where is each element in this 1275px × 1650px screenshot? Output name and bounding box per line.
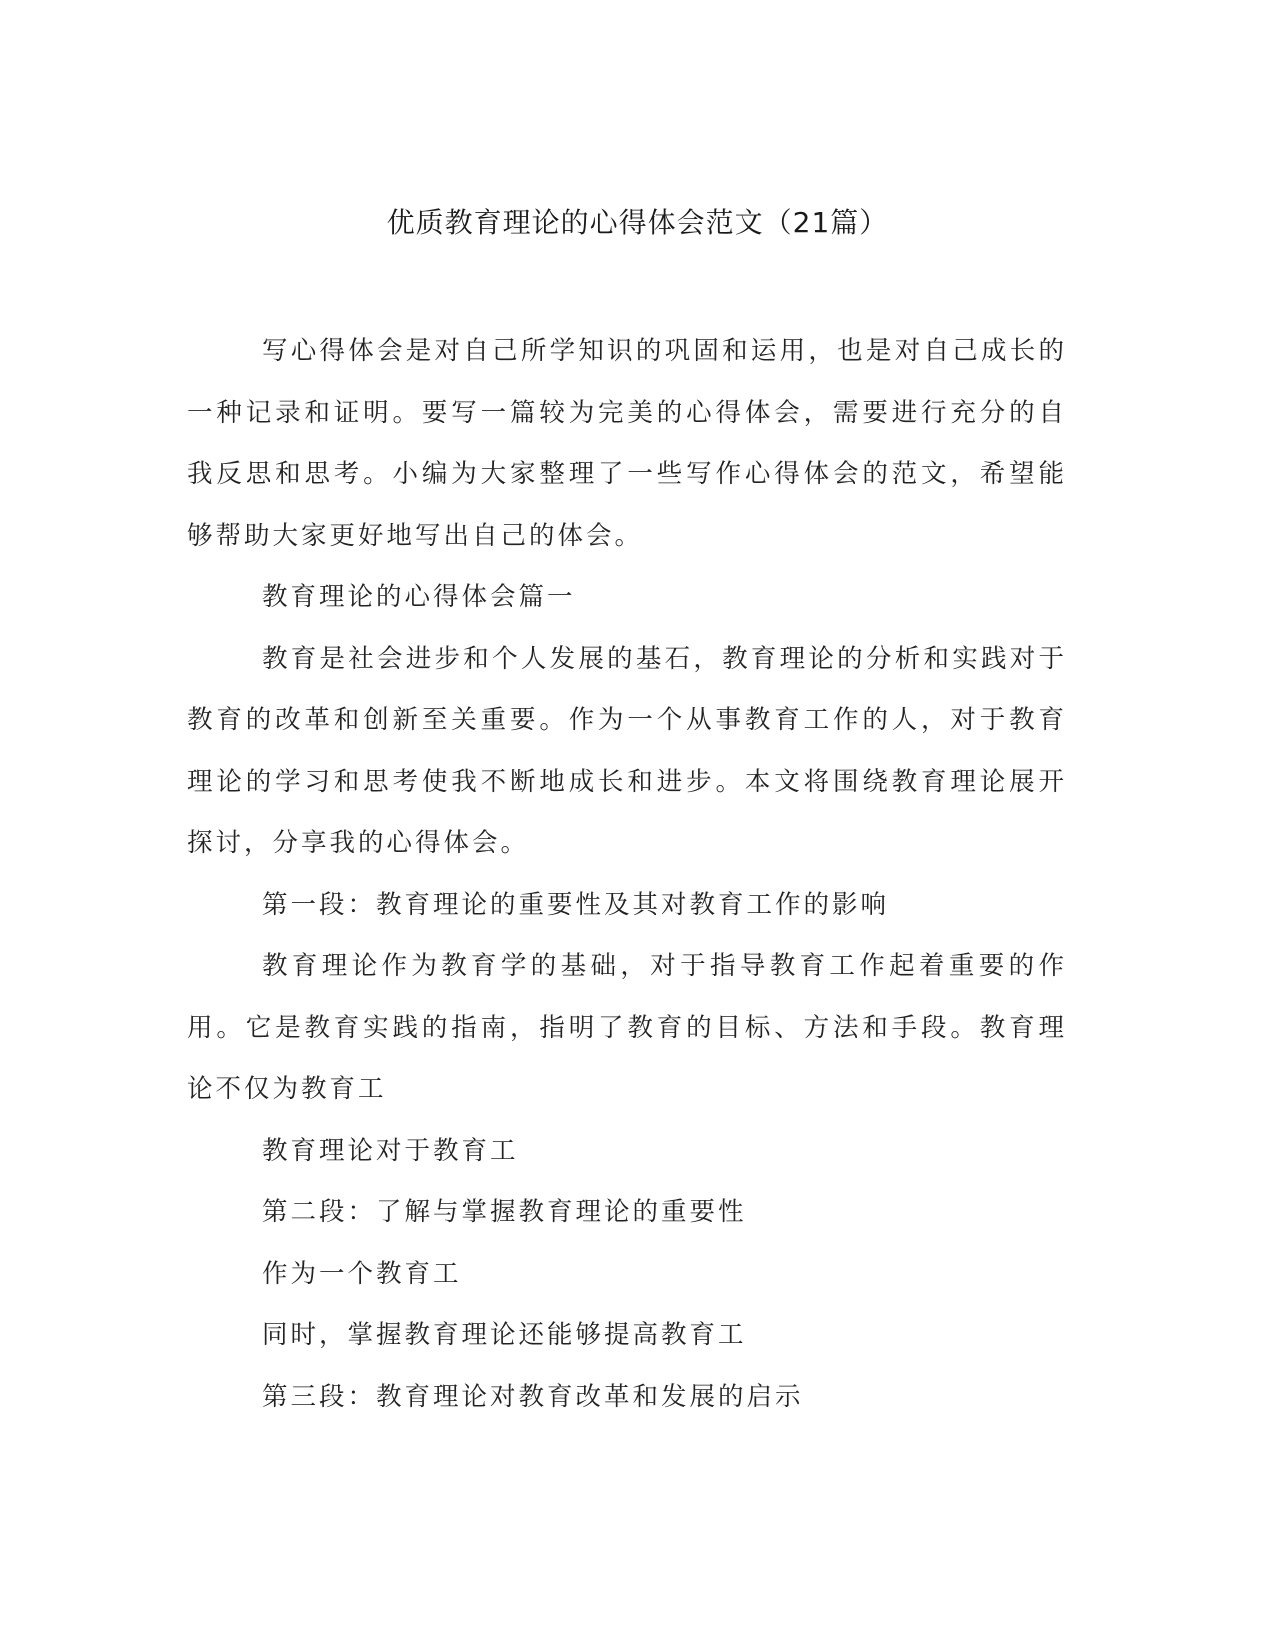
paragraph: 教育理论对于教育工 bbox=[262, 1135, 519, 1166]
paragraph: 教育理论作为教育学的基础，对于指导教育工作起着重要的作用。它是教育实践的指南，指明了教育的目标、方法和手段。教育理论不仅为教育工 bbox=[187, 951, 1067, 1104]
document-title: 优质教育理论的心得体会范文（21篇） bbox=[386, 206, 889, 239]
paragraph-intro: 写心得体会是对自己所学知识的巩固和运用，也是对自己成长的一种记录和证明。要写一篇较为完美的心得体会，需要进行充分的自我反思和思考。小编为大家整理了一些写作心得体会的范文，希望能够帮助大家更好地写出自己的体会。 bbox=[187, 336, 1067, 551]
section-heading: 第二段：了解与掌握教育理论的重要性 bbox=[262, 1197, 747, 1227]
paragraph: 教育是社会进步和个人发展的基石，教育理论的分析和实践对于教育的改革和创新至关重要。作为一个从事教育工作的人，对于教育理论的学习和思考使我不断地成长和进步。本文将围绕教育理论展开探讨，分享我的心得体会。 bbox=[187, 643, 1067, 858]
section-heading-part-one: 教育理论的心得体会篇一 bbox=[262, 582, 576, 612]
section-heading: 第三段：教育理论对教育改革和发展的启示 bbox=[262, 1381, 804, 1412]
paragraph: 作为一个教育工 bbox=[262, 1258, 462, 1289]
section-heading: 第一段：教育理论的重要性及其对教育工作的影响 bbox=[262, 889, 890, 920]
document-body bbox=[187, 321, 1067, 1428]
paragraph: 同时，掌握教育理论还能够提高教育工 bbox=[262, 1320, 747, 1350]
